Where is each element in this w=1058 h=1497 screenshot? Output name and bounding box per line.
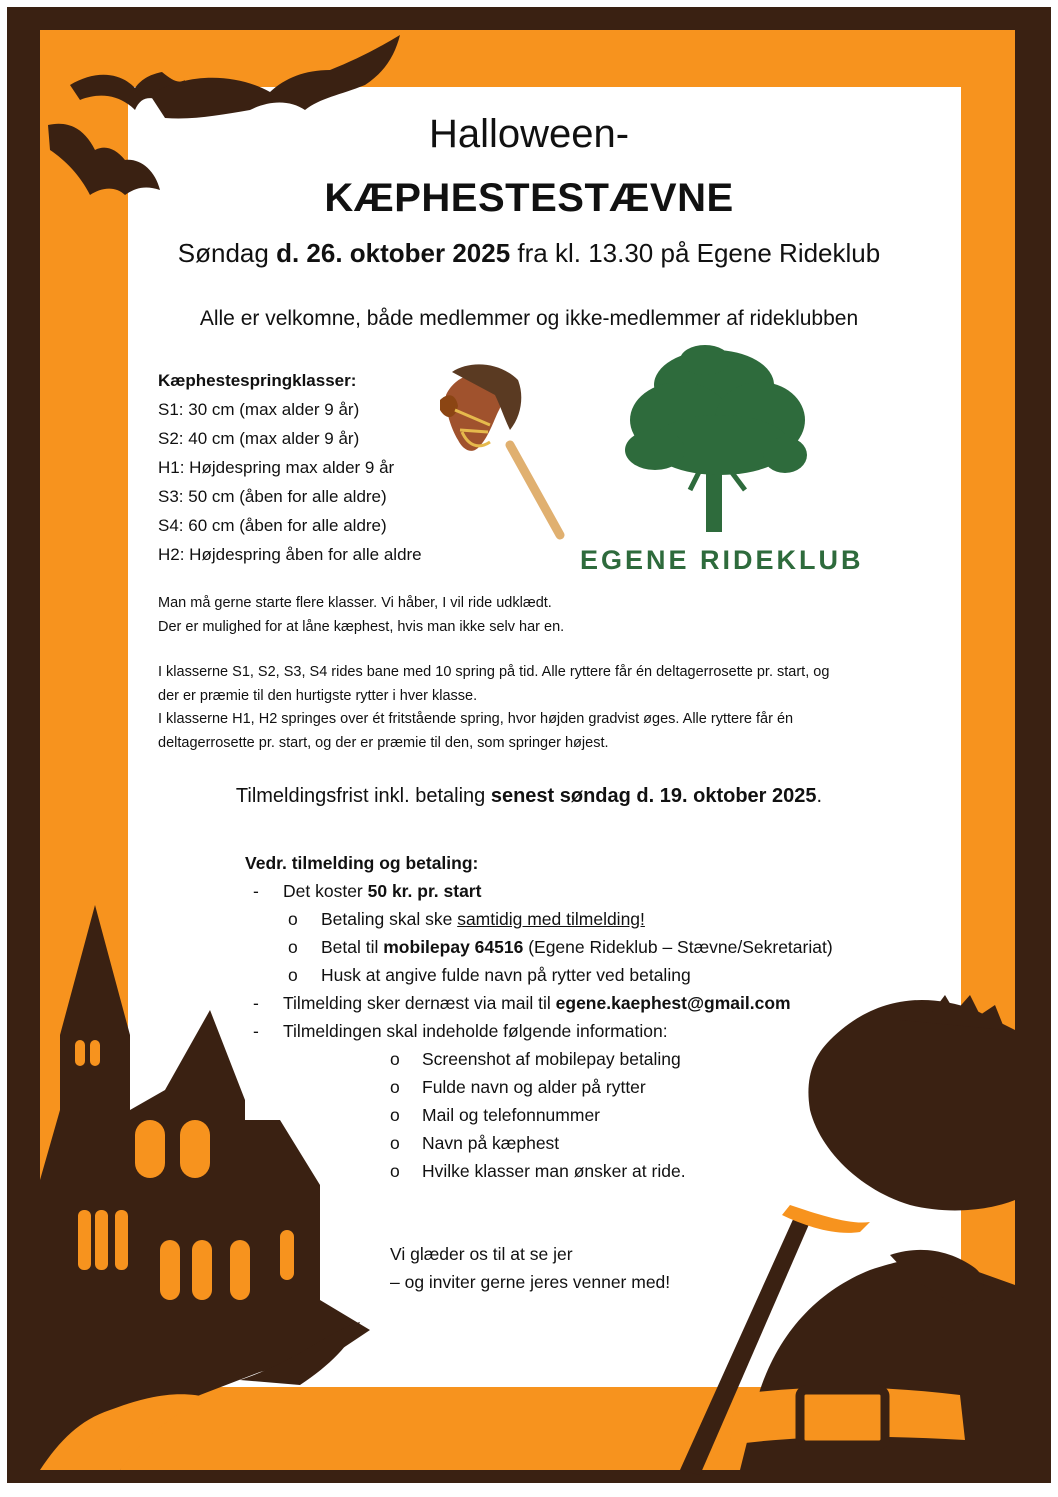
list-item [245, 1017, 833, 1045]
class-item: S2: 40 cm (max alder 9 år) [158, 429, 360, 448]
mobilepay-text: Betal til [321, 937, 384, 957]
hobby-horse-icon [440, 364, 560, 535]
class-list-heading: Kæphestespringklasser: [158, 371, 357, 390]
registration-heading: Vedr. tilmelding og betaling: [245, 853, 479, 873]
class-item: S3: 50 cm (åben for alle aldre) [158, 487, 387, 506]
event-date-line [0, 238, 1058, 269]
bullet-marker: o [390, 1049, 400, 1069]
bat-icon [150, 35, 400, 118]
class-list [158, 366, 422, 569]
contents-item: Screenshot af mobilepay betaling [422, 1049, 681, 1069]
contents-item: Hvilke klasser man ønsker at ride. [422, 1161, 686, 1181]
mobilepay-number: mobilepay 64516 [383, 937, 524, 957]
club-name-logo-text: EGENE RIDEKLUB [580, 545, 864, 575]
bullet-marker: o [390, 1161, 400, 1181]
bullet-marker: o [390, 1077, 400, 1097]
class-item: H1: Højdespring max alder 9 år [158, 458, 395, 477]
date-prefix: Søndag [177, 238, 277, 268]
list-item [245, 989, 833, 1017]
class-item: H2: Højdespring åben for alle aldre [158, 545, 422, 564]
closing-text [390, 1240, 670, 1296]
title-line-1: Halloween- [428, 112, 630, 156]
bullet-marker: o [288, 937, 298, 957]
closing-line: – og inviter gerne jeres venner med! [390, 1272, 671, 1292]
welcome-text: Alle er velkomne, både medlemmer og ikke-medlemmer af rideklubben [199, 307, 859, 330]
info-line: Der er mulighed for at låne kæphest, hvis man ikke selv har en. [158, 618, 565, 635]
list-item [245, 1101, 833, 1129]
mobilepay-recipient: (Egene Rideklub – Stævne/Sekretariat) [523, 937, 833, 957]
list-item [245, 1129, 833, 1157]
contents-item: Fulde navn og alder på rytter [422, 1077, 646, 1097]
registration-section [245, 849, 833, 1185]
info-paragraph-1 [158, 592, 564, 639]
class-item: S4: 60 cm (åben for alle aldre) [158, 516, 387, 535]
event-date: d. 26. oktober 2025 [276, 238, 511, 268]
closing-line: Vi glæder os til at se jer [390, 1244, 573, 1264]
deadline-date: senest søndag d. 19. oktober 2025 [490, 785, 817, 807]
bullet-marker: o [390, 1133, 400, 1153]
cost-text: Det koster [283, 881, 368, 901]
bullet-marker: o [288, 909, 298, 929]
list-item [245, 1045, 833, 1073]
title-line-2: KÆPHESTESTÆVNE [324, 176, 734, 220]
payment-text: Betaling skal ske [321, 909, 458, 929]
dash-marker: - [253, 1021, 259, 1041]
date-suffix: fra kl. 13.30 på Egene Rideklub [510, 238, 881, 268]
list-item [245, 961, 833, 989]
contents-item: Mail og telefonnummer [422, 1105, 600, 1125]
email-address: egene.kaephest@gmail.com [555, 993, 791, 1013]
cost-amount: 50 kr. pr. start [367, 881, 482, 901]
info-line: Man må gerne starte flere klasser. Vi håber, I vil ride udklædt. [158, 595, 552, 611]
list-item [245, 1073, 833, 1101]
list-item [245, 933, 833, 961]
info-line: I klasserne S1, S2, S3, S4 rides bane med 10 spring på tid. Alle ryttere får én deltagerrosette pr. start, og [158, 664, 830, 680]
mail-text: Tilmelding sker dernæst via mail til [283, 993, 556, 1013]
contents-item: Navn på kæphest [422, 1133, 560, 1153]
deadline-suffix: . [816, 785, 823, 807]
list-item [245, 905, 833, 933]
name-note: Husk at angive fulde navn på rytter ved betaling [321, 965, 691, 985]
class-item: S1: 30 cm (max alder 9 år) [158, 400, 360, 419]
bullet-marker: o [288, 965, 298, 985]
dash-marker: - [253, 993, 259, 1013]
list-item [245, 1157, 833, 1185]
dash-marker: - [253, 881, 259, 901]
bullet-marker: o [390, 1105, 400, 1125]
info-line: deltagerrosette pr. start, og der er præmie til den, som springer højest. [158, 734, 609, 751]
deadline-prefix: Tilmeldingsfrist inkl. betaling [235, 785, 491, 807]
payment-emphasis: samtidig med tilmelding! [457, 909, 645, 929]
contents-intro: Tilmeldingen skal indeholde følgende information: [283, 1021, 668, 1041]
info-line: I klasserne H1, H2 springes over ét fritstående spring, hvor højden gradvist øges. Alle ryttere får én [158, 711, 794, 727]
list-item [245, 877, 833, 905]
registration-deadline [0, 785, 1058, 808]
info-line: der er præmie til den hurtigste rytter i hver klasse. [158, 687, 478, 704]
hat-buckle-icon [730, 1388, 965, 1446]
info-paragraph-2 [158, 661, 829, 755]
tree-logo-icon [625, 345, 807, 532]
